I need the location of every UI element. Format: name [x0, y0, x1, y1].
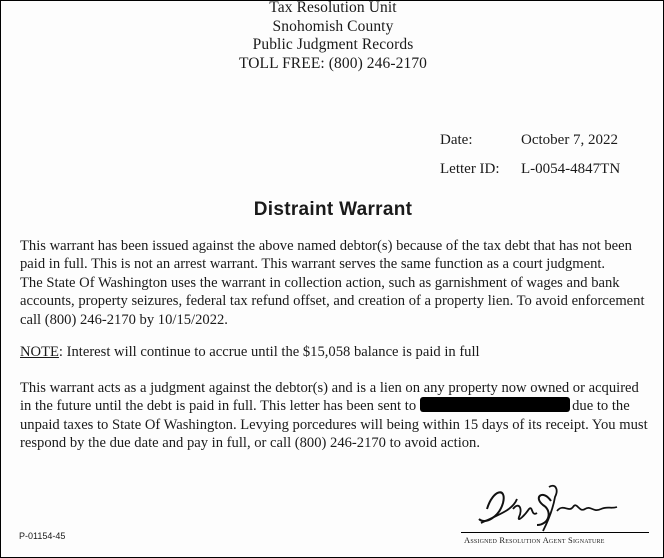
handwritten-signature: [473, 479, 623, 534]
paragraph-line: unpaid taxes to State Of Washington. Levying porcedures will being within 15 days of its receipt. You must: [20, 416, 648, 433]
paragraph-line: call (800) 246-2170 by 10/15/2022.: [20, 311, 228, 328]
signature-caption: Assigned Resolution Agent Signature: [464, 535, 605, 545]
letter-header: [1, 0, 664, 73]
paragraph-line: This warrant acts as a judgment against the debtor(s) and is a lien on any property now owned or acquired: [20, 380, 639, 396]
date-label: Date:: [440, 132, 473, 148]
note-label: NOTE: [20, 344, 59, 360]
header-records: Public Judgment Records: [252, 36, 414, 53]
paragraph-line: accounts, property seizures, federal tax refund offset, and creation of a property lien. To avoid enforcement: [20, 293, 645, 310]
paragraph-line: paid in full. This is not an arrest warrant. This warrant serves the same function as a court judgment.: [20, 256, 606, 273]
letter-id-label: Letter ID:: [440, 161, 500, 177]
judgment-paragraph: [20, 379, 664, 453]
paragraph-line: The State Of Washington uses the warrant in collection action, such as garnishment of wages and bank: [20, 274, 620, 291]
document-title: Distraint Warrant: [253, 199, 413, 220]
date-value: October 7, 2022: [521, 132, 619, 148]
paragraph-text: in the future until the debt is paid in full. This letter has been sent to: [20, 398, 417, 415]
warrant-paragraph: [20, 237, 664, 329]
signature-line: [461, 532, 649, 533]
header-county: Snohomish County: [272, 17, 394, 35]
paragraph-line: [20, 397, 664, 415]
paragraph-line: respond by the due date and pay in full, or call (800) 246-2170 to avoid action.: [20, 435, 480, 452]
header-unit: Tax Resolution Unit: [269, 0, 397, 16]
note-paragraph: [20, 343, 664, 361]
note-text: : Interest will continue to accrue until the $15,058 balance is paid in full: [58, 344, 480, 360]
paragraph-text: due to the: [572, 398, 630, 415]
letter-id-value: L-0054-4847TN: [521, 161, 621, 177]
paragraph-line: This warrant has been issued against the above named debtor(s) because of the tax debt that has not been: [20, 238, 632, 254]
redaction-bar: [420, 397, 570, 412]
form-code: P-01154-45: [19, 531, 66, 541]
header-toll-free: TOLL FREE: (800) 246-2170: [238, 54, 428, 72]
